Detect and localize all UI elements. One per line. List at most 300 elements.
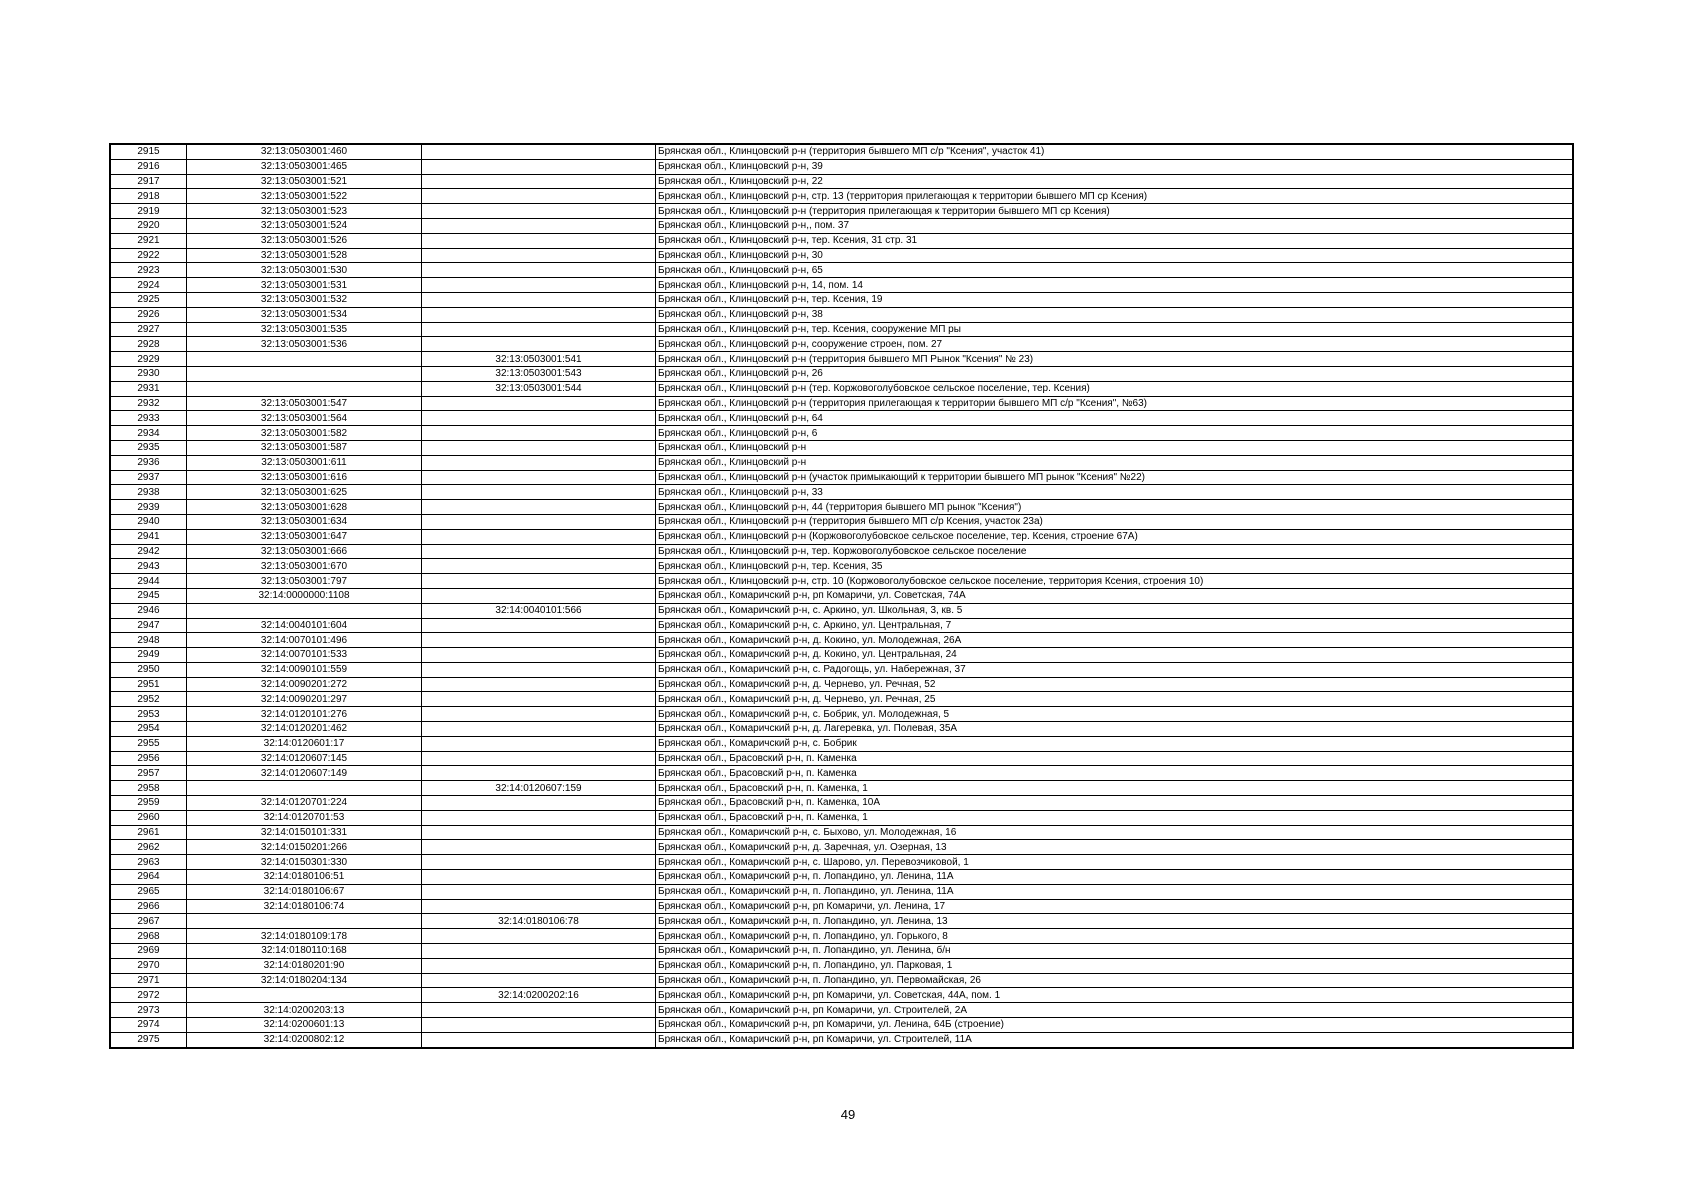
page-number: 49 [840,1107,856,1122]
cadastral-number-cell: 32:14:0200802:12 [187,1032,422,1047]
address-cell: Брянская обл., Брасовский р-н, п. Каменка, 1 [656,781,1574,796]
row-number-cell: 2957 [110,766,187,781]
table-row [110,662,1573,677]
cadastral-number-cell: 32:14:0070101:533 [187,648,422,663]
row-number-cell: 2941 [110,529,187,544]
address-cell: Брянская обл., Комаричский р-н, рп Комаричи, ул. Строителей, 2А [656,1003,1574,1018]
address-cell: Брянская обл., Клинцовский р-н, 39 [656,159,1574,174]
table-row [110,396,1573,411]
address-cell: Брянская обл., Комаричский р-н, п. Лопандино, ул. Ленина, 13 [656,914,1574,929]
row-number-cell: 2925 [110,292,187,307]
address-cell: Брянская обл., Комаричский р-н, с. Бобрик, ул. Молодежная, 5 [656,707,1574,722]
cadastral-number-cell: 32:13:0503001:611 [187,455,422,470]
cadastral-number-cell: 32:13:0503001:465 [187,159,422,174]
cadastral-number-cell: 32:14:0150201:266 [187,840,422,855]
table-row [110,958,1573,973]
cadastral-number-cell: 32:14:0120101:276 [187,707,422,722]
cadastral-number-alt-cell [422,662,656,677]
address-cell: Брянская обл., Клинцовский р-н, тер. Коржовоголубовское сельское поселение [656,544,1574,559]
row-number-cell: 2962 [110,840,187,855]
cadastral-number-alt-cell [422,1018,656,1033]
cadastral-number-alt-cell: 32:14:0120607:159 [422,781,656,796]
row-number-cell: 2915 [110,144,187,159]
table-row [110,633,1573,648]
registry-table [109,143,1574,1049]
cadastral-number-cell: 32:13:0503001:670 [187,559,422,574]
cadastral-number-cell: 32:14:0180106:67 [187,884,422,899]
cadastral-number-alt-cell [422,514,656,529]
cadastral-number-alt-cell [422,204,656,219]
cadastral-number-alt-cell [422,825,656,840]
cadastral-number-alt-cell [422,929,656,944]
row-number-cell: 2929 [110,352,187,367]
table-row [110,796,1573,811]
row-number-cell: 2965 [110,884,187,899]
cadastral-number-alt-cell [422,1032,656,1047]
address-cell: Брянская обл., Комаричский р-н, д. Заречная, ул. Озерная, 13 [656,840,1574,855]
address-cell: Брянская обл., Клинцовский р-н (территория прилегающая к территории бывшего МП с/р "Ксения", №63) [656,396,1574,411]
cadastral-number-alt-cell [422,899,656,914]
cadastral-number-cell: 32:13:0503001:547 [187,396,422,411]
cadastral-number-cell: 32:14:0150101:331 [187,825,422,840]
cadastral-number-cell: 32:13:0503001:634 [187,514,422,529]
address-cell: Брянская обл., Комаричский р-н, д. Кокино, ул. Молодежная, 26А [656,633,1574,648]
address-cell: Брянская обл., Комаричский р-н, с. Аркино, ул. Школьная, 3, кв. 5 [656,603,1574,618]
cadastral-number-cell: 32:13:0503001:666 [187,544,422,559]
cadastral-number-alt-cell [422,337,656,352]
address-cell: Брянская обл., Комаричский р-н, п. Лопандино, ул. Ленина, 11А [656,870,1574,885]
address-cell: Брянская обл., Комаричский р-н, с. Шарово, ул. Перевозчиковой, 1 [656,855,1574,870]
address-cell: Брянская обл., Клинцовский р-н, 14, пом. 14 [656,278,1574,293]
cadastral-number-cell: 32:14:0120701:53 [187,810,422,825]
cadastral-number-alt-cell: 32:13:0503001:541 [422,352,656,367]
address-cell: Брянская обл., Комаричский р-н, д. Чернево, ул. Речная, 52 [656,677,1574,692]
table-row [110,1032,1573,1047]
row-number-cell: 2938 [110,485,187,500]
address-cell: Брянская обл., Клинцовский р-н, 30 [656,248,1574,263]
table-row [110,618,1573,633]
row-number-cell: 2948 [110,633,187,648]
cadastral-number-alt-cell [422,278,656,293]
table-row [110,233,1573,248]
row-number-cell: 2963 [110,855,187,870]
row-number-cell: 2964 [110,870,187,885]
cadastral-number-alt-cell [422,766,656,781]
row-number-cell: 2917 [110,174,187,189]
table-row [110,426,1573,441]
row-number-cell: 2918 [110,189,187,204]
cadastral-number-alt-cell [422,722,656,737]
address-cell: Брянская обл., Клинцовский р-н, 64 [656,411,1574,426]
cadastral-number-alt-cell [422,174,656,189]
address-cell: Брянская обл., Брасовский р-н, п. Каменка [656,751,1574,766]
row-number-cell: 2931 [110,381,187,396]
row-number-cell: 2972 [110,988,187,1003]
address-cell: Брянская обл., Клинцовский р-н (территория бывшего МП Рынок "Ксения" № 23) [656,352,1574,367]
address-cell: Брянская обл., Клинцовский р-н, тер. Ксения, 35 [656,559,1574,574]
cadastral-number-cell [187,366,422,381]
cadastral-number-alt-cell [422,411,656,426]
cadastral-number-cell: 32:14:0180204:134 [187,973,422,988]
cadastral-number-cell: 32:14:0090201:272 [187,677,422,692]
row-number-cell: 2944 [110,574,187,589]
cadastral-number-cell: 32:14:0180110:168 [187,944,422,959]
address-cell: Брянская обл., Комаричский р-н, п. Лопандино, ул. Ленина, 11А [656,884,1574,899]
row-number-cell: 2932 [110,396,187,411]
cadastral-number-cell: 32:14:0120601:17 [187,736,422,751]
cadastral-number-alt-cell: 32:14:0180106:78 [422,914,656,929]
cadastral-number-alt-cell [422,796,656,811]
cadastral-number-cell: 32:13:0503001:534 [187,307,422,322]
row-number-cell: 2920 [110,218,187,233]
cadastral-number-cell [187,781,422,796]
cadastral-number-alt-cell [422,263,656,278]
table-row [110,840,1573,855]
table-row [110,870,1573,885]
address-cell: Брянская обл., Клинцовский р-н, 22 [656,174,1574,189]
address-cell: Брянская обл., Клинцовский р-н [656,455,1574,470]
table-row [110,722,1573,737]
address-cell: Брянская обл., Клинцовский р-н (Коржовоголубовское сельское поселение, тер. Ксения, строение 67А) [656,529,1574,544]
cadastral-number-alt-cell [422,736,656,751]
cadastral-number-cell: 32:14:0180109:178 [187,929,422,944]
cadastral-number-cell: 32:13:0503001:582 [187,426,422,441]
table-row [110,322,1573,337]
table-row [110,707,1573,722]
row-number-cell: 2927 [110,322,187,337]
row-number-cell: 2971 [110,973,187,988]
row-number-cell: 2934 [110,426,187,441]
table-row [110,929,1573,944]
cadastral-number-alt-cell [422,870,656,885]
row-number-cell: 2966 [110,899,187,914]
address-cell: Брянская обл., Клинцовский р-н, 38 [656,307,1574,322]
cadastral-number-alt-cell [422,588,656,603]
address-cell: Брянская обл., Брасовский р-н, п. Каменка, 1 [656,810,1574,825]
row-number-cell: 2916 [110,159,187,174]
cadastral-number-alt-cell [422,307,656,322]
row-number-cell: 2924 [110,278,187,293]
cadastral-number-cell: 32:13:0503001:522 [187,189,422,204]
table-row [110,189,1573,204]
row-number-cell: 2945 [110,588,187,603]
address-cell: Брянская обл., Комаричский р-н, с. Аркино, ул. Центральная, 7 [656,618,1574,633]
cadastral-number-alt-cell [422,248,656,263]
row-number-cell: 2942 [110,544,187,559]
cadastral-number-alt-cell [422,810,656,825]
cadastral-number-alt-cell [422,159,656,174]
cadastral-number-cell: 32:13:0503001:530 [187,263,422,278]
address-cell: Брянская обл., Клинцовский р-н (участок примыкающий к территории бывшего МП рынок "Ксения" №22) [656,470,1574,485]
cadastral-number-cell: 32:14:0040101:604 [187,618,422,633]
address-cell: Брянская обл., Брасовский р-н, п. Каменка [656,766,1574,781]
address-cell: Брянская обл., Клинцовский р-н, 33 [656,485,1574,500]
row-number-cell: 2936 [110,455,187,470]
cadastral-number-alt-cell [422,618,656,633]
table-row [110,766,1573,781]
row-number-cell: 2956 [110,751,187,766]
table-row [110,500,1573,515]
address-cell: Брянская обл., Комаричский р-н, рп Комаричи, ул. Ленина, 17 [656,899,1574,914]
row-number-cell: 2940 [110,514,187,529]
address-cell: Брянская обл., Клинцовский р-н, 26 [656,366,1574,381]
cadastral-number-cell: 32:14:0120701:224 [187,796,422,811]
cadastral-number-cell: 32:14:0120607:149 [187,766,422,781]
cadastral-number-alt-cell [422,485,656,500]
cadastral-number-alt-cell [422,189,656,204]
table-row [110,781,1573,796]
table-row [110,603,1573,618]
cadastral-number-alt-cell: 32:13:0503001:543 [422,366,656,381]
cadastral-number-cell: 32:14:0090101:559 [187,662,422,677]
table-row [110,292,1573,307]
table-row [110,278,1573,293]
cadastral-number-cell: 32:13:0503001:797 [187,574,422,589]
row-number-cell: 2949 [110,648,187,663]
table-row [110,159,1573,174]
cadastral-number-alt-cell [422,633,656,648]
row-number-cell: 2968 [110,929,187,944]
cadastral-number-cell: 32:13:0503001:564 [187,411,422,426]
table-row [110,174,1573,189]
table-row [110,544,1573,559]
cadastral-number-cell: 32:13:0503001:524 [187,218,422,233]
row-number-cell: 2970 [110,958,187,973]
cadastral-number-alt-cell [422,544,656,559]
row-number-cell: 2935 [110,440,187,455]
cadastral-number-cell: 32:13:0503001:521 [187,174,422,189]
address-cell: Брянская обл., Клинцовский р-н (территория бывшего МП с/р "Ксения", участок 41) [656,144,1574,159]
table-row [110,529,1573,544]
cadastral-number-alt-cell [422,500,656,515]
table-row [110,944,1573,959]
row-number-cell: 2946 [110,603,187,618]
table-row [110,485,1573,500]
table-row [110,677,1573,692]
cadastral-number-alt-cell [422,396,656,411]
cadastral-number-alt-cell: 32:14:0200202:16 [422,988,656,1003]
row-number-cell: 2954 [110,722,187,737]
cadastral-number-cell: 32:14:0150301:330 [187,855,422,870]
cadastral-number-cell [187,988,422,1003]
cadastral-number-alt-cell [422,426,656,441]
address-cell: Брянская обл., Клинцовский р-н, тер. Ксения, 19 [656,292,1574,307]
row-number-cell: 2953 [110,707,187,722]
cadastral-number-cell: 32:13:0503001:628 [187,500,422,515]
table-row [110,455,1573,470]
address-cell: Брянская обл., Клинцовский р-н [656,440,1574,455]
cadastral-number-alt-cell [422,218,656,233]
table-row [110,855,1573,870]
table-row [110,810,1573,825]
table-row [110,307,1573,322]
table-row [110,588,1573,603]
cadastral-number-cell: 32:14:0180201:90 [187,958,422,973]
address-cell: Брянская обл., Комаричский р-н, п. Лопандино, ул. Ленина, б/н [656,944,1574,959]
row-number-cell: 2933 [110,411,187,426]
row-number-cell: 2943 [110,559,187,574]
address-cell: Брянская обл., Комаричский р-н, п. Лопандино, ул. Парковая, 1 [656,958,1574,973]
cadastral-number-alt-cell [422,292,656,307]
cadastral-number-cell [187,352,422,367]
table-row [110,263,1573,278]
cadastral-number-cell [187,603,422,618]
row-number-cell: 2951 [110,677,187,692]
address-cell: Брянская обл., Клинцовский р-н, тер. Ксения, 31 стр. 31 [656,233,1574,248]
table-row [110,337,1573,352]
cadastral-number-cell: 32:14:0200601:13 [187,1018,422,1033]
table-row [110,204,1573,219]
cadastral-number-cell: 32:14:0200203:13 [187,1003,422,1018]
cadastral-number-cell: 32:13:0503001:625 [187,485,422,500]
address-cell: Брянская обл., Клинцовский р-н,, пом. 37 [656,218,1574,233]
row-number-cell: 2955 [110,736,187,751]
table-row [110,514,1573,529]
table-row [110,825,1573,840]
address-cell: Брянская обл., Клинцовский р-н, стр. 10 (Коржовоголубовское сельское поселение, территория Ксения, строения 10) [656,574,1574,589]
cadastral-number-cell: 32:14:0180106:51 [187,870,422,885]
address-cell: Брянская обл., Комаричский р-н, рп Комаричи, ул. Советская, 74А [656,588,1574,603]
address-cell: Брянская обл., Комаричский р-н, с. Бобрик [656,736,1574,751]
cadastral-number-alt-cell [422,958,656,973]
address-cell: Брянская обл., Комаричский р-н, рп Комаричи, ул. Ленина, 64Б (строение) [656,1018,1574,1033]
row-number-cell: 2928 [110,337,187,352]
table-row [110,218,1573,233]
table-row [110,736,1573,751]
row-number-cell: 2973 [110,1003,187,1018]
cadastral-number-alt-cell: 32:13:0503001:544 [422,381,656,396]
cadastral-number-cell: 32:13:0503001:528 [187,248,422,263]
cadastral-number-alt-cell [422,559,656,574]
cadastral-number-alt-cell [422,973,656,988]
row-number-cell: 2969 [110,944,187,959]
address-cell: Брянская обл., Комаричский р-н, с. Быхово, ул. Молодежная, 16 [656,825,1574,840]
row-number-cell: 2923 [110,263,187,278]
row-number-cell: 2922 [110,248,187,263]
cadastral-number-alt-cell: 32:14:0040101:566 [422,603,656,618]
cadastral-number-alt-cell [422,677,656,692]
table-row [110,648,1573,663]
table-row [110,470,1573,485]
address-cell: Брянская обл., Комаричский р-н, д. Лагеревка, ул. Полевая, 35А [656,722,1574,737]
row-number-cell: 2919 [110,204,187,219]
row-number-cell: 2961 [110,825,187,840]
cadastral-number-alt-cell [422,1003,656,1018]
address-cell: Брянская обл., Клинцовский р-н, 44 (территория бывшего МП рынок "Ксения") [656,500,1574,515]
row-number-cell: 2939 [110,500,187,515]
table-row [110,914,1573,929]
cadastral-number-alt-cell [422,707,656,722]
table-row [110,751,1573,766]
address-cell: Брянская обл., Комаричский р-н, рп Комаричи, ул. Советская, 44А, пом. 1 [656,988,1574,1003]
table-row [110,352,1573,367]
table-row [110,973,1573,988]
cadastral-number-alt-cell [422,455,656,470]
cadastral-number-cell [187,914,422,929]
address-cell: Брянская обл., Комаричский р-н, д. Чернево, ул. Речная, 25 [656,692,1574,707]
table-row [110,366,1573,381]
cadastral-number-cell: 32:14:0070101:496 [187,633,422,648]
cadastral-number-alt-cell [422,470,656,485]
cadastral-number-alt-cell [422,751,656,766]
address-cell: Брянская обл., Комаричский р-н, д. Кокино, ул. Центральная, 24 [656,648,1574,663]
table-row [110,381,1573,396]
table-row [110,988,1573,1003]
cadastral-number-cell: 32:13:0503001:531 [187,278,422,293]
row-number-cell: 2960 [110,810,187,825]
table-row [110,1018,1573,1033]
address-cell: Брянская обл., Комаричский р-н, с. Радогощь, ул. Набережная, 37 [656,662,1574,677]
table-row [110,692,1573,707]
row-number-cell: 2926 [110,307,187,322]
table-row [110,559,1573,574]
row-number-cell: 2959 [110,796,187,811]
row-number-cell: 2950 [110,662,187,677]
table-row [110,574,1573,589]
cadastral-number-cell: 32:13:0503001:535 [187,322,422,337]
row-number-cell: 2930 [110,366,187,381]
row-number-cell: 2974 [110,1018,187,1033]
row-number-cell: 2937 [110,470,187,485]
cadastral-number-cell: 32:14:0180106:74 [187,899,422,914]
table-row [110,440,1573,455]
cadastral-number-alt-cell [422,692,656,707]
address-cell: Брянская обл., Клинцовский р-н, стр. 13 (территория прилегающая к территории бывшего МП ср Ксения) [656,189,1574,204]
cadastral-number-alt-cell [422,855,656,870]
address-cell: Брянская обл., Комаричский р-н, п. Лопандино, ул. Горького, 8 [656,929,1574,944]
cadastral-number-cell: 32:13:0503001:526 [187,233,422,248]
address-cell: Брянская обл., Клинцовский р-н (территория бывшего МП с/р Ксения, участок 23а) [656,514,1574,529]
cadastral-number-cell: 32:14:0000000:1108 [187,588,422,603]
address-cell: Брянская обл., Клинцовский р-н, тер. Ксения, сооружение МП ры [656,322,1574,337]
address-cell: Брянская обл., Брасовский р-н, п. Каменка, 10А [656,796,1574,811]
cadastral-number-cell: 32:13:0503001:647 [187,529,422,544]
cadastral-number-cell: 32:13:0503001:616 [187,470,422,485]
cadastral-number-alt-cell [422,884,656,899]
table-row [110,899,1573,914]
address-cell: Брянская обл., Комаричский р-н, п. Лопандино, ул. Первомайская, 26 [656,973,1574,988]
table-row [110,144,1573,159]
table-row [110,1003,1573,1018]
cadastral-number-cell [187,381,422,396]
row-number-cell: 2921 [110,233,187,248]
cadastral-number-cell: 32:13:0503001:536 [187,337,422,352]
cadastral-number-cell: 32:13:0503001:523 [187,204,422,219]
address-cell: Брянская обл., Клинцовский р-н (территория прилегающая к территории бывшего МП ср Ксения) [656,204,1574,219]
address-cell: Брянская обл., Клинцовский р-н, 65 [656,263,1574,278]
table-row [110,411,1573,426]
row-number-cell: 2975 [110,1032,187,1047]
table-row [110,248,1573,263]
address-cell: Брянская обл., Клинцовский р-н (тер. Коржовоголубовское сельское поселение, тер. Ксения) [656,381,1574,396]
row-number-cell: 2952 [110,692,187,707]
cadastral-number-alt-cell [422,529,656,544]
table-row [110,884,1573,899]
cadastral-number-alt-cell [422,574,656,589]
cadastral-number-cell: 32:13:0503001:532 [187,292,422,307]
cadastral-number-cell: 32:13:0503001:460 [187,144,422,159]
address-cell: Брянская обл., Клинцовский р-н, 6 [656,426,1574,441]
cadastral-number-alt-cell [422,648,656,663]
row-number-cell: 2967 [110,914,187,929]
cadastral-number-alt-cell [422,322,656,337]
registry-table-wrapper [109,143,1574,1049]
cadastral-number-cell: 32:14:0090201:297 [187,692,422,707]
cadastral-number-cell: 32:14:0120201:462 [187,722,422,737]
cadastral-number-alt-cell [422,840,656,855]
row-number-cell: 2947 [110,618,187,633]
address-cell: Брянская обл., Клинцовский р-н, сооружение строен, пом. 27 [656,337,1574,352]
